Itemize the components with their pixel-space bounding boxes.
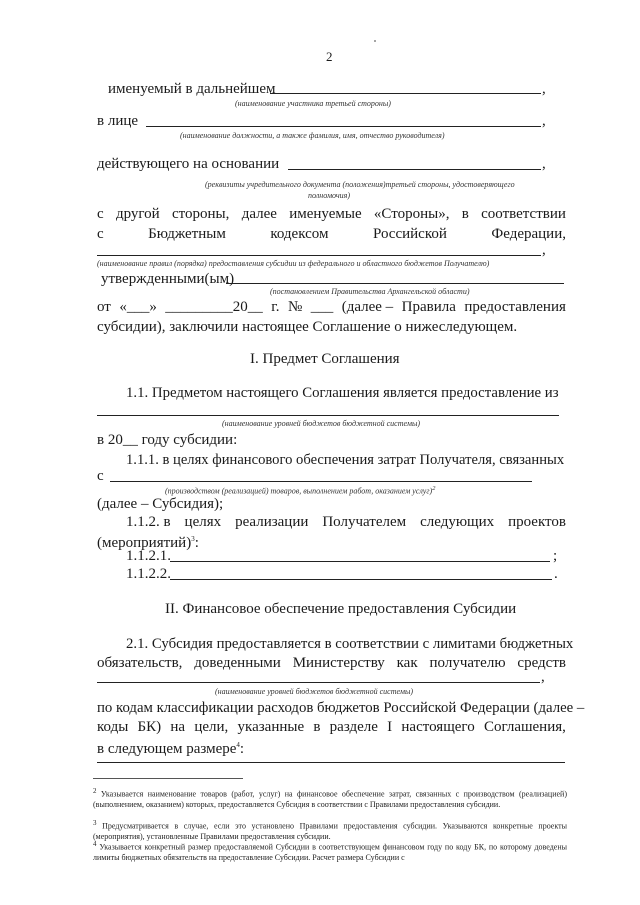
- word: цели,: [194, 719, 229, 735]
- word: предоставления: [464, 299, 566, 315]
- footnote-mark: 3: [93, 819, 97, 827]
- p111-with: с: [97, 468, 104, 484]
- word: указанные: [237, 719, 305, 735]
- word: с: [97, 226, 104, 242]
- person-blank: [146, 126, 541, 127]
- word: настоящего: [401, 719, 475, 735]
- word: реализации: [235, 514, 309, 530]
- p112-line-2: (мероприятий)$^3$:: [97, 535, 199, 551]
- p1121-blank: [170, 561, 550, 562]
- scan-speck: [374, 40, 376, 42]
- p1122-label: 1.1.2.2.: [126, 566, 171, 582]
- word: с: [97, 206, 104, 222]
- approved-note: (постановлением Правительства Архангельской области): [270, 287, 470, 296]
- word: получателю: [429, 655, 506, 671]
- word: в: [313, 719, 321, 735]
- word: БК): [137, 719, 162, 735]
- person-label: в лице: [97, 113, 139, 129]
- word: обязательств,: [97, 655, 183, 671]
- section1-title: I. Предмет Соглашения: [250, 351, 400, 367]
- word: соответствии: [481, 206, 566, 222]
- word: ___: [310, 299, 334, 315]
- page-number: 2: [326, 49, 333, 64]
- date-line-2: субсидии), заключили настоящее Соглашение о нижеследующем.: [97, 319, 518, 335]
- word: кодексом: [270, 226, 329, 242]
- code-line: [97, 225, 566, 243]
- approved-blank: [226, 283, 564, 284]
- amount-blank: [97, 762, 565, 763]
- word: _________20__: [165, 299, 263, 315]
- word: Федерации,: [491, 226, 566, 242]
- year-line: в 20__ году субсидии:: [97, 432, 238, 448]
- word: «Стороны»,: [373, 206, 450, 222]
- p1121-label: 1.1.2.1.: [126, 548, 171, 564]
- budget-level-blank: [97, 415, 559, 416]
- word: г.: [271, 299, 280, 315]
- word: Бюджетным: [148, 226, 226, 242]
- named-note: (наименование участника третьей стороны): [235, 99, 391, 108]
- subsidy-line: (далее – Субсидия);: [97, 496, 224, 512]
- word: Получателем: [322, 514, 407, 530]
- word: на: [170, 719, 186, 735]
- word: следующих: [420, 514, 495, 530]
- p111-line: 1.1.1. в целях финансового обеспечения затрат Получателя, связанных: [126, 452, 565, 468]
- word: в: [461, 206, 469, 222]
- amount-text: в следующем размере: [97, 741, 237, 757]
- codes-line-1: по кодам классификации расходов бюджетов Российской Федерации (далее –: [97, 700, 585, 716]
- word: доведенными: [194, 655, 281, 671]
- p1122-blank: [170, 579, 552, 580]
- rules-comma: ,: [542, 242, 546, 258]
- footnote-ref: 3: [191, 535, 195, 543]
- word: Российской: [372, 226, 447, 242]
- p1121-end: ;: [553, 548, 558, 564]
- named-blank: [270, 93, 541, 94]
- person-note: (наименование должности, а также фамилия, имя, отчество руководителя): [180, 131, 445, 140]
- word: I: [387, 719, 393, 735]
- word: именуемые: [289, 206, 362, 222]
- word: коды: [97, 719, 129, 735]
- basis-note-1: (реквизиты учредительного документа (положения)третьей стороны, удостоверяющего: [205, 180, 515, 189]
- footnote-text: Указывается конкретный размер предоставляемой Субсидии в соответствующем финансовом году по коду БК, по которому доведены лимиты бюджетных обязательств на предоставление Субсидии. Расчет размера Субсидии с: [93, 842, 567, 863]
- p112-line-2-text: (мероприятий): [97, 535, 192, 551]
- word: Министерству: [292, 655, 385, 671]
- basis-comma: ,: [542, 156, 546, 172]
- footnote-4: [93, 839, 567, 864]
- footnote-text: Указывается наименование товаров (работ, услуг) на финансовое обеспечение затрат, связанных с производством (реализацией) (выполнением, оказанием) которых, предоставляется Субсидия в соответствии с Правилами предоставления субсидии.: [93, 789, 567, 810]
- footnote-ref: 4: [236, 741, 240, 749]
- approved-label: утвержденными(ым): [101, 271, 235, 287]
- word: как: [396, 655, 418, 671]
- section1-p1: 1.1. Предметом настоящего Соглашения является предоставление из: [126, 385, 559, 401]
- p21-comma: ,: [541, 669, 545, 685]
- section2-title: II. Финансовое обеспечение предоставления Субсидии: [165, 601, 517, 617]
- p21-note: (наименование уровней бюджетов бюджетной системы): [215, 687, 414, 696]
- footnote-mark: 2: [93, 787, 97, 795]
- footnote-2: [93, 786, 567, 811]
- basis-label: действующего на основании: [97, 156, 280, 172]
- word: Соглашения,: [483, 719, 566, 735]
- p112-line: [126, 513, 566, 531]
- p21-blank: [97, 682, 540, 683]
- person-comma: ,: [542, 113, 546, 129]
- word: от: [97, 299, 111, 315]
- word: (далее –: [341, 299, 394, 315]
- p1122-end: .: [554, 566, 558, 582]
- word: далее: [241, 206, 277, 222]
- amount-line: в следующем размере$^4$:: [97, 741, 245, 757]
- p111-note-text: (производством (реализацией) товаров, выполнением работ, оказанием услуг): [165, 486, 433, 496]
- named-label: именуемый в дальнейшем: [108, 81, 276, 97]
- word: 1.1.2. в: [126, 514, 171, 530]
- p21-line-1: 2.1. Субсидия предоставляется в соответствии с лимитами бюджетных: [126, 636, 574, 652]
- basis-note-2: полномочия): [308, 191, 351, 200]
- word: №: [287, 299, 303, 315]
- word: другой: [115, 206, 160, 222]
- footnote-text: Предусматривается в случае, если это установлено Правилами предоставления субсидии. Указываются конкретные проекты (мероприятия), установленные Правилами предоставления субсидии.: [93, 821, 568, 842]
- word: проектов: [508, 514, 566, 530]
- rules-blank: [97, 255, 541, 256]
- budget-level-note: (наименование уровней бюджетов бюджетной системы): [222, 419, 421, 428]
- footnote-ref: 2: [432, 485, 436, 492]
- word: «___»: [119, 299, 157, 315]
- basis-blank: [288, 169, 541, 170]
- p21-line-2: [97, 654, 566, 672]
- word: разделе: [329, 719, 378, 735]
- parties-line: [97, 205, 566, 223]
- codes-line-2: [97, 718, 566, 736]
- word: целях: [184, 514, 222, 530]
- named-comma: ,: [542, 81, 546, 97]
- footnote-mark: 4: [93, 840, 97, 848]
- p111-blank: [110, 481, 532, 482]
- word: Правила: [401, 299, 456, 315]
- word: стороны,: [172, 206, 230, 222]
- footnote-separator: [93, 778, 243, 779]
- date-line: [97, 298, 566, 316]
- word: средств: [517, 655, 566, 671]
- rules-note: (наименование правил (порядка) предоставления субсидии из федерального и областного бюджетов Получателю): [97, 259, 490, 268]
